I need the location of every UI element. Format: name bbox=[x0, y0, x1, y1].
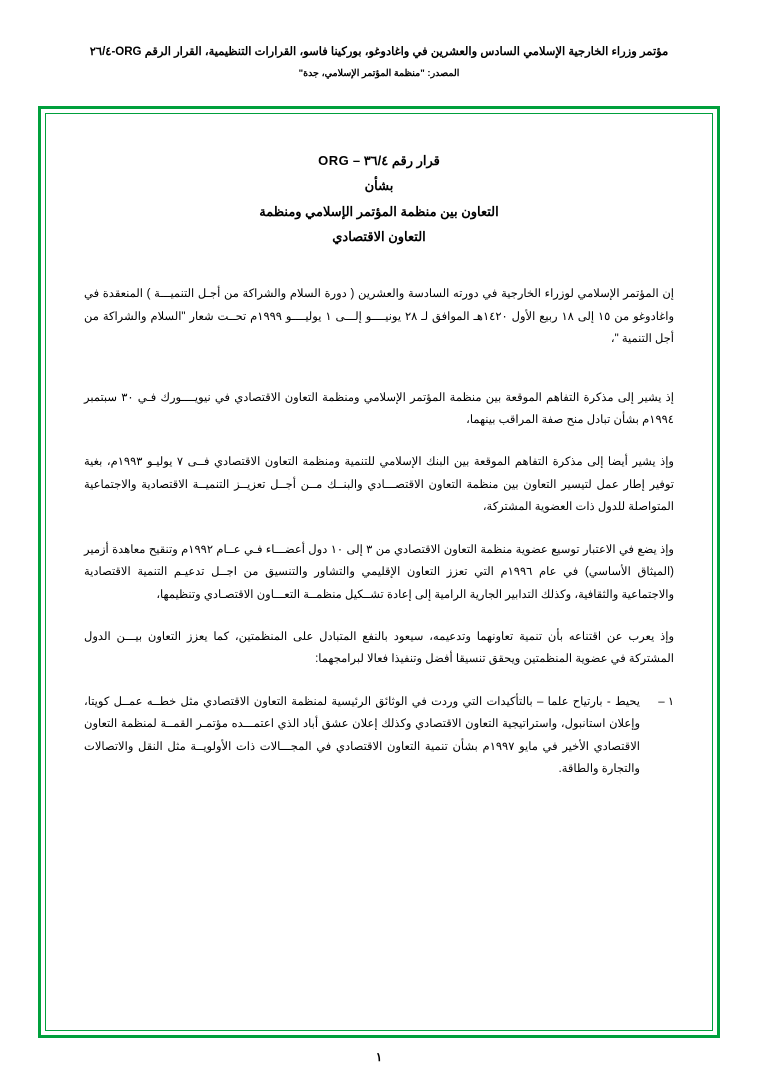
paragraph-conviction: وإذ يعرب عن اقتناعه بأن تنمية تعاونهما وتدعيمه، سيعود بالنفع المتبادل على المنظمتين، كما يعزز التعاون بيـــن الدول المشتركة في عضوية المنظمتين ويحقق تنسيقا أفضل وتنفيذا فعالا لبرامجهما: bbox=[84, 631, 674, 666]
green-border-inner bbox=[45, 113, 713, 1031]
resolution-subject-line-1: التعاون بين منظمة المؤتمر الإسلامي ومنظمة bbox=[259, 203, 499, 219]
list-item-text: يحيط - بارتياح علما – بالتأكيدات التي وردت في الوثائق الرئيسية لمنظمة التعاون الاقتصادي مثل خطــه عمــل كويتا، وإعلان استانبول، واستراتيجية التعاون الاقتصادي وكذلك إعلان عشق أباد الذي اعتمـــده مؤتمـر القمــة لمنظمة التعاون الاقتصادي الأخير في مايو ١٩٩٧م بشأن تنمية التعاون الاقتصادي في المجـــالات ذات الأولويــة مثل النقل والاتصالات والتجارة والطاقة. bbox=[84, 695, 640, 776]
resolution-subject-line-2: التعاون الاقتصادي bbox=[332, 229, 426, 245]
resolution-subject-label: بشأن bbox=[364, 178, 394, 194]
list-item bbox=[84, 691, 674, 781]
page-header bbox=[0, 0, 758, 79]
paragraph-considering-membership: وإذ يضع في الاعتبار توسيع عضوية منظمة التعاون الاقتصادي من ٣ إلى ١٠ دول أعضـــاء فـي عــام ١٩٩٢م وتنقيح معاهدة أزمير (الميثاق الأساسي) في عام ١٩٩٦م التي تعزز التعاون الإقليمي والتشاور والتنسيق من اجــل تدعيـم التنمية الاقتصادية والاجتماعية والثقافية، وكذلك التدابير الجارية الرامية إلى إعادة تشــكيل منظمــة التعـــاون الاقتصـادي وتنظيمها، bbox=[84, 543, 674, 601]
paragraph-preamble: إن المؤتمر الإسلامي لوزراء الخارجية في دورته السادسة والعشرين ( دورة السلام والشراكة من أجـل التنميـــة ) المنعقدة في واغادوغو من ١٥ إلى ١٨ ربيع الأول ١٤٢٠هـ الموافق لـ ٢٨ يونيــــو إلـــى ١ يوليــــو ١٩٩٩م تحــت شعار "السلام والشراكة من أجل التنمية "، bbox=[84, 288, 674, 346]
green-border-frame bbox=[38, 106, 720, 1038]
list-item-number: ١ – bbox=[658, 695, 674, 708]
resolution-title-block bbox=[84, 148, 674, 249]
paragraph-recalling-mou-2: وإذ يشير أيضا إلى مذكرة التفاهم الموقعة بين البنك الإسلامي للتنمية ومنظمة التعاون الاقتصادي فــى ٧ يوليـو ١٩٩٣م، بغية توفير إطار عمل لتيسير التعاون بين منظمة التعاون الاقتصـــادي والبنــك مــن أجــل تعزيــز التنميــة الاقتصادية والاجتماعية المتواصلة للدول ذات العضوية المشتركة، bbox=[84, 456, 674, 514]
paragraph-recalling-mou-1: إذ يشير إلى مذكرة التفاهم الموقعة بين منظمة المؤتمر الإسلامي ومنظمة التعاون الاقتصادي في نيويــــورك فـي ٣٠ سبتمبر ١٩٩٤م بشأن تبادل منح صفة المراقب بينهما، bbox=[84, 391, 674, 427]
header-source-line: المصدر: "منظمة المؤتمر الإسلامي، جدة" bbox=[298, 68, 460, 80]
page-number: ١ bbox=[375, 1050, 383, 1064]
resolution-number: قرار رقم ٣٦/٤ – ORG bbox=[318, 153, 440, 168]
header-title-line: مؤتمر وزراء الخارجية الإسلامي السادس والعشرين في واغادوغو، بوركينا فاسو، القرارات التنظيمية، القرار الرقم ORG-٢٦/٤ bbox=[89, 46, 669, 58]
document-content bbox=[46, 114, 712, 791]
